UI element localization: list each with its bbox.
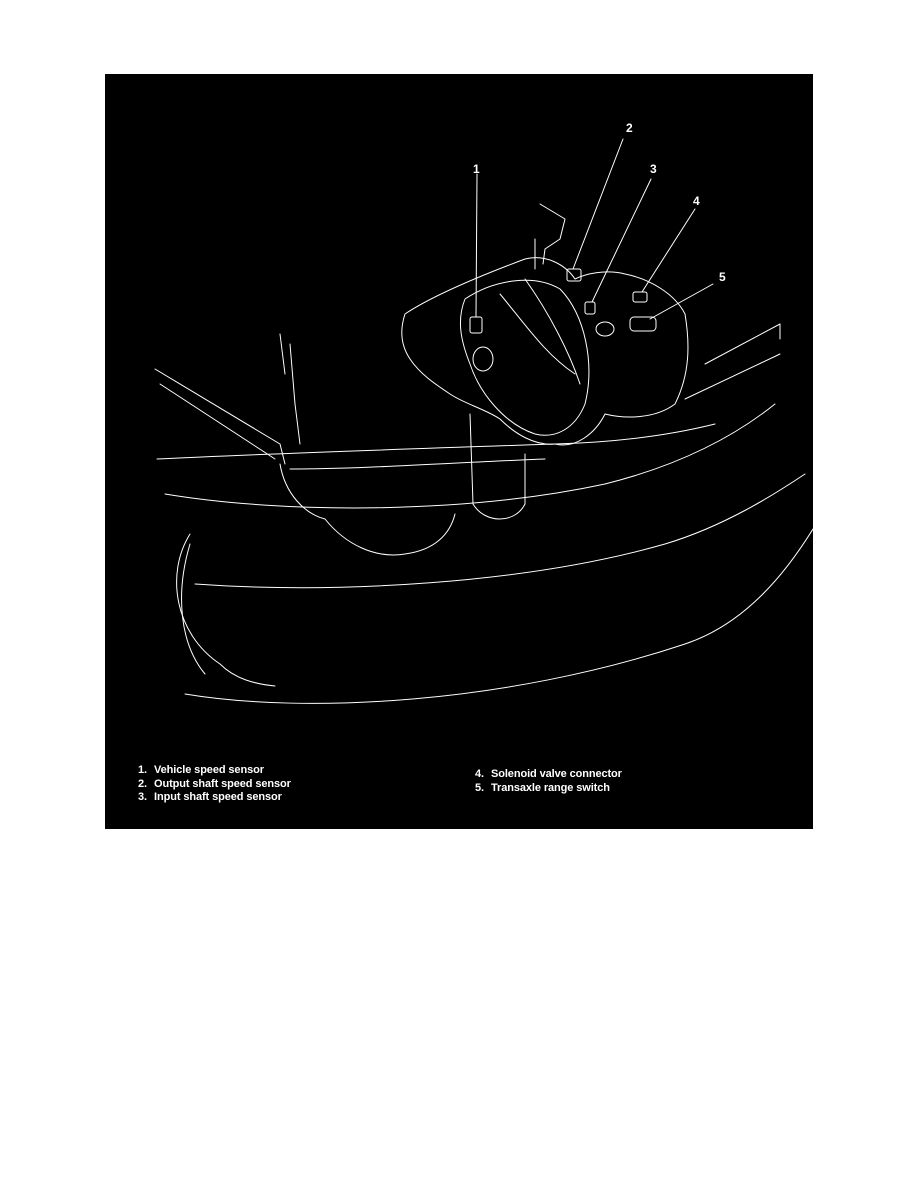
callout-3: 3 <box>650 162 657 176</box>
legend-left <box>138 764 291 805</box>
range-switch-body <box>630 317 656 331</box>
legend-item: 5. Transaxle range switch <box>475 781 610 794</box>
diagram-figure <box>105 74 813 829</box>
radiator-support-2 <box>290 459 545 469</box>
callout-2: 2 <box>626 121 633 135</box>
bumper-lower-edge <box>185 529 813 703</box>
vehicle-speed-sensor-body <box>470 317 482 333</box>
legend-item: 4. Solenoid valve connector <box>475 768 622 780</box>
right-rail-2 <box>685 354 780 399</box>
input-shaft-sensor-body <box>585 302 595 314</box>
fender-curve <box>177 534 275 686</box>
wheel-arch <box>182 544 205 674</box>
lower-case-2 <box>280 464 455 555</box>
leader-line-4 <box>642 209 695 292</box>
callout-4: 4 <box>693 194 700 208</box>
housing-ridge-2 <box>525 279 580 384</box>
legend-right <box>475 768 622 795</box>
radiator-support <box>157 424 715 459</box>
lower-case <box>470 414 525 519</box>
legend-item: 3. Input shaft speed sensor <box>138 791 282 803</box>
legend-item: 2. Output shaft speed sensor <box>138 777 291 790</box>
leader-line-5 <box>650 284 713 319</box>
hood-line-left-2 <box>160 384 275 459</box>
callout-1: 1 <box>473 162 480 176</box>
engine-block-left-2 <box>280 334 285 374</box>
transaxle-housing <box>402 258 688 445</box>
solenoid-connector-body <box>633 292 647 302</box>
engine-bay-drawing <box>105 74 813 829</box>
legend-item: 1. Vehicle speed sensor <box>138 764 264 776</box>
output-shaft-sensor-body <box>567 269 581 281</box>
housing-ridge <box>500 294 575 374</box>
callout-5: 5 <box>719 270 726 284</box>
bumper-upper-edge <box>195 474 805 588</box>
housing-port <box>473 347 493 371</box>
leader-line-2 <box>573 139 623 269</box>
housing-port-2 <box>596 322 614 336</box>
right-rail <box>705 324 780 364</box>
hood-line-left <box>155 369 285 464</box>
leader-line-1 <box>476 174 477 317</box>
sensor-pipe <box>540 204 565 264</box>
engine-block-left <box>290 344 300 444</box>
